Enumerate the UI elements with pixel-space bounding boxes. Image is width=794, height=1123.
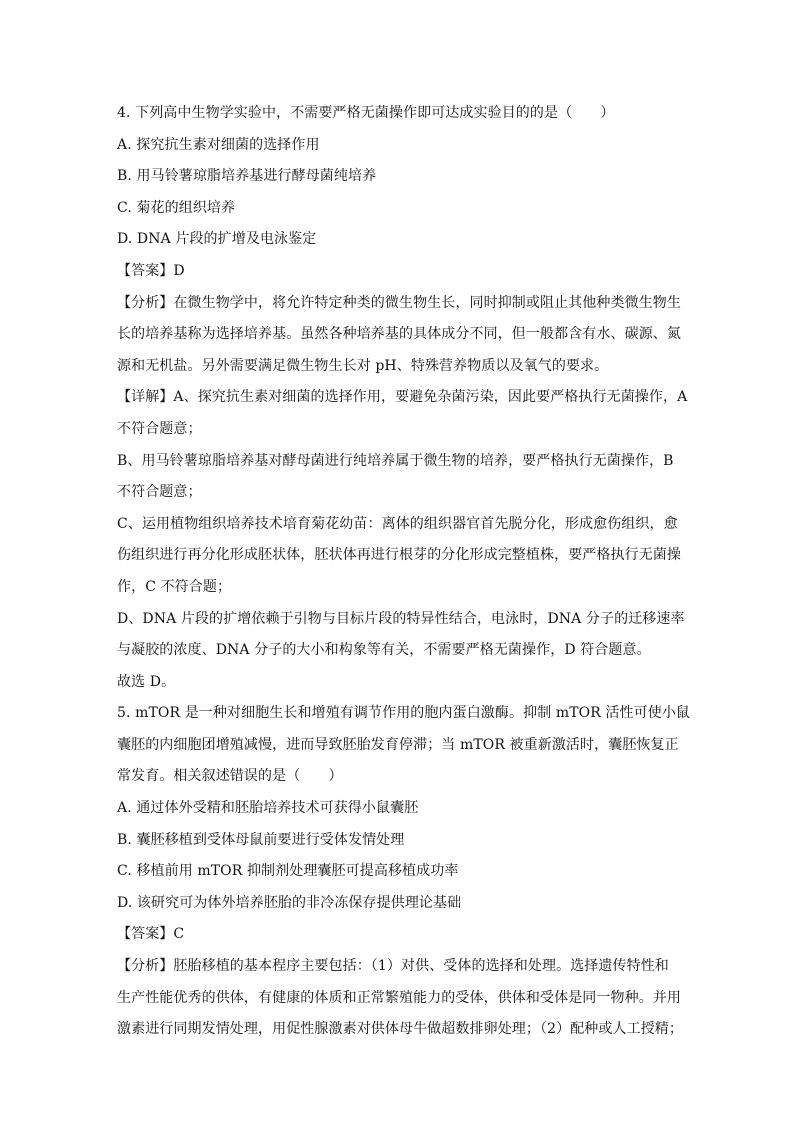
question-4-stem: 4. 下列高中生物学实验中，不需要严格无菌操作即可达成实验目的的是（ ） [117, 105, 615, 121]
question-4-answer: 【答案】D [117, 262, 185, 279]
question-4-detail-line: 【详解】A、探究抗生素对细菌的选择作用，要避免杂菌污染，因此要严格执行无菌操作，A [117, 389, 688, 406]
question-4-option-d: D. DNA 片段的扩增及电泳鉴定 [117, 231, 317, 248]
question-4-detail-line: 伤组织进行再分化形成胚状体，胚状体再进行根芽的分化形成完整植株，要严格执行无菌操 [117, 547, 681, 564]
question-5-option-c: C. 移植前用 mTOR 抑制剂处理囊胚可提高移植成功率 [117, 863, 459, 880]
question-4-detail-line: 不符合题意； [117, 484, 202, 501]
question-4-option-b: B. 用马铃薯琼脂培养基进行酵母菌纯培养 [117, 168, 377, 185]
question-5-stem: 5. mTOR 是一种对细胞生长和增殖有调节作用的胞内蛋白激酶。抑制 mTOR 活性可使小鼠 [117, 705, 691, 722]
question-4-analysis-line: 长的培养基称为选择培养基。虽然各种培养基的具体成分不同，但一般都含有水、碳源、氮 [117, 326, 681, 343]
question-5-analysis-line: 【分析】胚胎移植的基本程序主要包括：（1）对供、受体的选择和处理。选择遗传特性和 [117, 958, 669, 975]
question-4-option-c: C. 菊花的组织培养 [117, 199, 236, 216]
question-4-analysis-line: 【分析】在微生物学中，将允许特定种类的微生物生长，同时抑制或阻止其他种类微生物生 [117, 294, 681, 311]
question-5-analysis-line: 生产性能优秀的供体，有健康的体质和正常繁殖能力的受体，供体和受体是同一物种。并用 [117, 989, 681, 1006]
document-body [117, 98, 691, 1046]
question-5-stem: 囊胚的内细胞团增殖减慢，进而导致胚胎发育停滞；当 mTOR 被重新激活时，囊胚恢复正 [117, 736, 679, 753]
question-4-detail-line: 作，C 不符合题； [117, 578, 232, 595]
question-4-option-a: A. 探究抗生素对细菌的选择作用 [117, 136, 320, 153]
question-4-analysis-line: 源和无机盐。另外需要满足微生物生长对 pH、特殊营养物质以及氧气的要求。 [117, 357, 609, 374]
question-5-option-a: A. 通过体外受精和胚胎培养技术可获得小鼠囊胚 [117, 800, 419, 817]
question-4-detail-line: 与凝胶的浓度、DNA 分子的大小和构象等有关，不需要严格无菌操作，D 符合题意。 [117, 642, 651, 659]
question-5-stem: 常发育。相关叙述错误的是（ ） [117, 768, 343, 785]
question-4-detail-line: C、运用植物组织培养技术培育菊花幼苗：离体的组织器官首先脱分化，形成愈伤组织，愈 [117, 515, 678, 532]
question-5-option-d: D. 该研究可为体外培养胚胎的非冷冻保存提供理论基础 [117, 894, 462, 911]
question-5-answer: 【答案】C [117, 926, 185, 943]
question-4-conclusion: 故选 D。 [117, 673, 176, 690]
question-5-option-b: B. 囊胚移植到受体母鼠前要进行受体发情处理 [117, 831, 405, 848]
question-4-detail-line: D、DNA 片段的扩增依赖于引物与目标片段的特异性结合，电泳时，DNA 分子的迁移速率 [117, 610, 685, 627]
question-5-analysis-line: 激素进行同期发情处理，用促性腺激素对供体母牛做超数排卵处理；（2）配种或人工授精； [117, 1021, 684, 1038]
question-4-detail-line: B、用马铃薯琼脂培养基对酵母菌进行纯培养属于微生物的培养，要严格执行无菌操作，B [117, 452, 674, 469]
question-4-detail-line: 不符合题意； [117, 420, 202, 437]
